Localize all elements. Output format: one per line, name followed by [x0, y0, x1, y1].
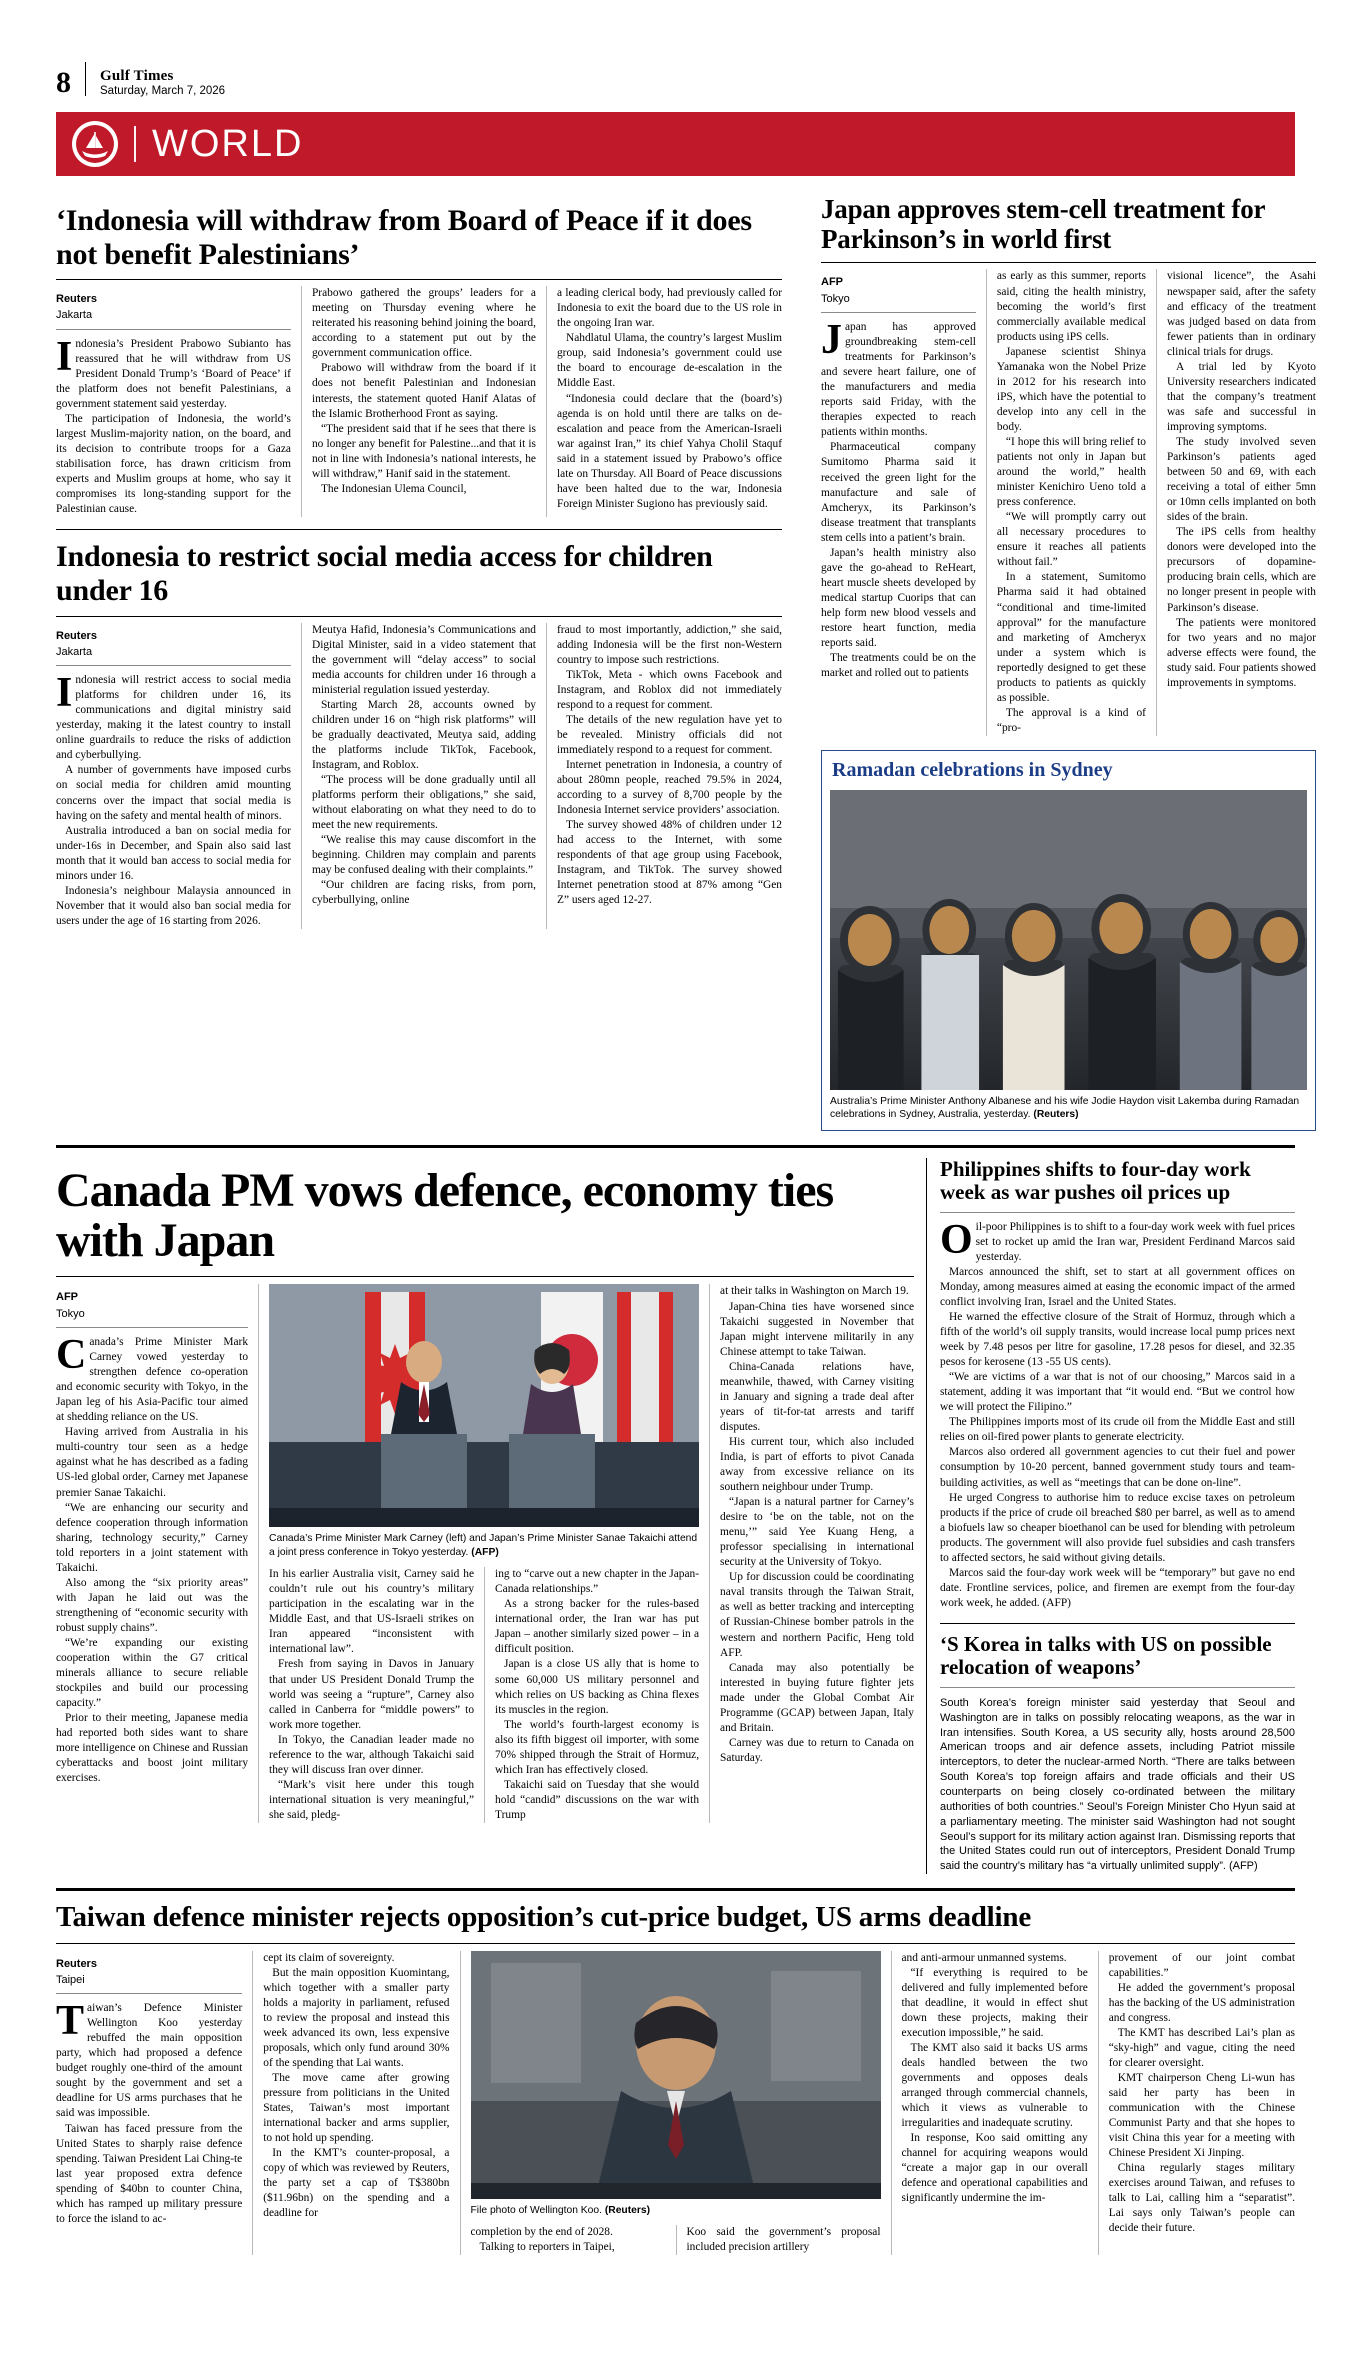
paragraph: The patients were monitored for two years and no major adverse effects were found, the study said. Four patients showed improvements in symptoms. — [1166, 616, 1316, 689]
paragraph: “If everything is required to be delivered and fully implemented before that deadline, it would in effect shut down these projects, making their execution impossible,” he said. — [901, 1966, 1088, 2039]
paragraph: In a statement, Sumitomo Pharma said it had obtained “conditional and time-limited approval” for the manufacture and marketing of Amcheryx under a system which is reportedly designed to get these products to patients as quickly as possible. — [996, 571, 1146, 704]
paragraph: Indonesia will restrict access to social media platforms for children under 16, its communications and digital ministry said yesterday, making it the latest country to install online guardrails to reduce the risks of addiction and cyberbullying. — [56, 670, 291, 762]
paragraph: a leading clerical body, had previously called for Indonesia to exit the board due to the US role in the ongoing Iran war. — [556, 287, 782, 330]
paragraph: “We will promptly carry out all necessary procedures to ensure it reaches all patients without fail.” — [996, 511, 1146, 569]
paragraph: The study involved seven Parkinson’s patients aged between 50 and 69, with each receiving a total of either 5mn or 10mn cells implanted on both sides of the brain. — [1166, 435, 1316, 524]
paragraph: As a strong backer for the rules-based international order, the Iran war has put Japan – another similarly sized power – in a difficult position. — [495, 1598, 700, 1656]
paragraph: ing to “carve out a new chapter in the Japan-Canada relationships.” — [495, 1568, 700, 1596]
photo-and-columns — [269, 1284, 699, 1823]
paragraph: Having arrived from Australia in his multi-country tour seen as a hedge against what he has described as a fading US-led global order, Carney met Japanese premier Sanae Takaichi. — [56, 1426, 249, 1499]
paragraph: The Indonesian Ulema Council, — [320, 482, 467, 495]
story-japan-stem-cell — [821, 194, 1316, 736]
headline: Canada PM vows defence, economy ties with Japan — [56, 1163, 834, 1268]
paragraph: Taiwan’s Defence Minister Wellington Koo yesterday rebuffed the main opposition party, which had proposed a defence budget roughly one-third of the amount sought by the government and set a deadline for US arms purchases that he said was impossible. — [56, 1998, 243, 2120]
paragraph: China regularly stages military exercises around Taiwan, and refuses to talk to Lai, calling him a “separatist”. Lai says only Taiwan’s people can decide their future. — [1108, 2162, 1295, 2235]
story-separator-rule — [56, 529, 782, 530]
headline-rule — [56, 1276, 914, 1277]
paragraph: The move came after growing pressure from politicians in the United States, Taiwan’s most important international backer and arms supplier, to not hold up spending. — [263, 2071, 450, 2145]
story-indonesia-social-media — [56, 540, 782, 929]
paragraph: The details of the new regulation have yet to be revealed. Ministry officials did not immediately respond to a request for comment. — [556, 713, 782, 756]
column-divider — [252, 1951, 253, 2255]
paragraph: provement of our joint combat capabilities.” — [1108, 1951, 1295, 1979]
column-divider — [676, 2225, 677, 2255]
section-banner — [56, 112, 1295, 176]
paragraph: Starting March 28, accounts owned by children under 16 on “high risk platforms” will be gradually deactivated, Meutya said, adding the platforms include TikTok, Facebook, Instagram, and Roblox. — [311, 698, 536, 771]
paragraph: Talking to reporters in Taipei, — [479, 2240, 615, 2253]
paragraph: Internet penetration in Indonesia, a country of about 280mn people, reached 79.5% in 2024, according to a survey of 8,700 people by the Indonesia Internet service providers’ association. — [556, 758, 782, 817]
paragraph: Pharmaceutical company Sumitomo Pharma said it received the green light for the manufacture and sale of Amcheryx, its Parkinson’s disease treatment that transplants stem cells into a patient’s brain. — [821, 441, 976, 544]
publication-date: Saturday, March 7, 2026 — [100, 84, 226, 97]
feature-caption — [830, 1095, 1307, 1122]
paragraph: as early as this summer, reports said, citing the health ministry, becoming the world’s first commercially available medical products using iPS cells. — [996, 270, 1146, 343]
column-divider — [1098, 1951, 1099, 2255]
paragraph: KMT chairperson Cheng Li-wun has said her party has been in communication with the Chinese Communist Party and that she hopes to visit China this year for a meeting with Chinese President Xi Jinping. — [1108, 2071, 1295, 2160]
paragraph: and anti-armour unmanned systems. — [901, 1951, 1067, 1964]
column-divider — [891, 1951, 892, 2255]
paragraph: Canada may also potentially be interested in buying future fighter jets made under the Global Combat Air Programme (GCAP) between Japan, Italy and Britain. — [720, 1661, 914, 1734]
story-taiwan-defence — [56, 1901, 1295, 2255]
agency: Reuters — [56, 293, 97, 306]
story-column — [263, 1951, 449, 2255]
region-divider — [926, 1158, 927, 1874]
paragraph: In his earlier Australia visit, Carney said he couldn’t rule out his country’s military participation in the escalating war in the Middle East, and that US-Israeli strikes on Iran appeared “inconsistent with international law”. — [269, 1568, 475, 1656]
paragraph: The KMT has described Lai’s plan as “sky-high” and vague, citing the need for clearer oversight. — [1108, 2026, 1295, 2069]
paragraph: completion by the end of 2028. — [470, 2225, 613, 2238]
paragraph: cept its claim of sovereignty. — [263, 1951, 395, 1964]
summary-text: South Korea’s foreign minister said yesterday that Seoul and Washington are in talks on possibly relocating weapons, as the war in Iran intensifies. South Korea, a US security ally, hosts around 28,500 American troops and air defence assets, including Patriot missile interceptors, to deter the nuclear-armed North. “There are talks between South Korea’s top foreign affairs and trade officials and their US counterparts on being closely co-ordinated between the military authorities of both countries.” Seoul’s Foreign Minister Cho Hyun said at a parliamentary meeting. The minister said Washington had not sought Seoul’s support for its military action against Iran. Dismissing reports that the United States could run out of interceptors, President Donald Trump said the country’s military has “a virtually unlimited supply”. (AFP) — [940, 1696, 1295, 1873]
paragraph: visional licence”, the Asahi newspaper said, after the safety and efficacy of the treatment was judged based on data from fewer patients than in ordinary clinical trials for drugs. — [1166, 270, 1316, 358]
paragraph: “We’re expanding our existing cooperation within the G7 critical minerals alliance to secure reliable stockpiles and build our processing capacity.” — [56, 1636, 249, 1710]
story-column — [56, 1951, 242, 2255]
headline: ‘Indonesia will withdraw from Board of Peace if it does not benefit Palestinians’ — [56, 204, 752, 271]
photo-caption — [471, 2204, 881, 2217]
column-divider — [709, 1284, 710, 1823]
paragraph: “Mark’s visit here under this tough international situation is very meaningful,” she said, pledg- — [269, 1778, 475, 1821]
story-column — [821, 269, 976, 735]
paragraph: Japan-China ties have worsened since Takaichi suggested in November that Japan might intervene militarily in any Chinese attempt to take Taiwan. — [720, 1300, 914, 1358]
feature-title: Ramadan celebrations in Sydney — [832, 758, 1113, 781]
paragraph: The treatments could be on the market and rolled out to patients — [821, 652, 976, 680]
paragraph: “The president said that if he sees that there is no longer any benefit for Palestine...and that it is not in line with Indonesia’s national interests, he will withdraw,” Hanif said in the statement. — [311, 422, 536, 480]
paragraph: Koo said the government’s proposal included precision artillery — [686, 2225, 881, 2253]
paragraph: Japan is a close US ally that is home to some 60,000 US military personnel and which relies on US backing as China flexes its muscles in the region. — [495, 1658, 700, 1716]
caption-text: File photo of Wellington Koo. — [470, 2204, 602, 2216]
paragraph: “The process will be done gradually until all platforms perform their obligations,” she said, without elaborating on what they need to do to meet the new requirements. — [311, 774, 536, 832]
headline: Japan approves stem-cell treatment for Parkinson’s in world first — [821, 194, 1265, 255]
headline: Taiwan defence minister rejects opposition’s cut-price budget, US arms deadline — [56, 1901, 1032, 1934]
feature-ramadan-sydney — [821, 750, 1316, 1131]
top-region — [56, 194, 1316, 1131]
paragraph: A number of governments have imposed curbs on social media for children amid mounting concerns over the impact that social media is having on the safety and mental health of minors. — [56, 764, 291, 822]
headline-rule — [940, 1687, 1295, 1688]
paragraph: Takaichi said on Tuesday that she would hold “candid” discussions on the war with Trump — [495, 1778, 700, 1821]
story-south-korea-weapons — [940, 1633, 1295, 1874]
paragraph: In Tokyo, the Canadian leader made no reference to the war, although Takaichi said they will discuss Iran over dinner. — [269, 1733, 475, 1776]
story-column — [557, 623, 782, 929]
column-divider — [460, 1951, 461, 2255]
page-number: 8 — [56, 66, 71, 99]
headline-rule — [821, 262, 1316, 263]
story-philippines — [940, 1158, 1295, 1611]
dateline-city: Jakarta — [56, 309, 93, 322]
paragraph: “I hope this will bring relief to patients not only in Japan but around the world,” health minister Kenichiro Ueno told a press conference. — [996, 435, 1146, 509]
headline: Indonesia to restrict social media access for children under 16 — [56, 540, 713, 607]
dateline-city: Taipei — [56, 1973, 85, 1986]
story-column — [557, 286, 782, 517]
agency: Reuters — [56, 1957, 97, 1970]
paragraph: Prabowo will withdraw from the board if it does not benefit Palestinian and Indonesian interests, the statement quoted Hanif Alatas of the Islamic Brotherhood Front as saying. — [311, 362, 536, 420]
paragraph: Japan has approved groundbreaking stem-cell treatments for Parkinson’s and severe heart failure, one of the manufacturers and media reports said Friday, with the therapies expected to reach patients within months. — [821, 317, 976, 439]
paragraph: Up for discussion could be coordinating naval transits through the Taiwan Strait, as well as better tracking and intercepting of Russian-Chinese bomber patrols in the western and northern Pacific, Heng told AFP. — [720, 1571, 914, 1659]
caption-text: Canada’s Prime Minister Mark Carney (left) and Japan’s Prime Minister Sanae Takaichi attend a joint press conference in Tokyo yesterday. — [269, 1533, 698, 1558]
paragraph: Marcos announced the shift, set to start at all government offices on Monday, among measures aimed at easing the economic impact of the armed conflict involving Iran, Israel and the United States. — [940, 1265, 1295, 1308]
story-column — [902, 1951, 1088, 2255]
photo-caption — [269, 1532, 699, 1559]
paragraph: “Japan is a natural partner for Carney’s desire to ‘be on the table, not on the menu,’” said Yee Kuang Heng, a professor specialising in international security at the University of Tokyo. — [720, 1496, 914, 1569]
dateline-city: Tokyo — [56, 1307, 85, 1320]
story-column — [687, 2225, 881, 2255]
story-column — [720, 1284, 914, 1823]
feature-photo — [830, 790, 1307, 1090]
story-column — [471, 2225, 666, 2255]
byline-rule — [56, 329, 291, 330]
column-divider — [258, 1284, 259, 1823]
column-divider — [484, 1567, 485, 1823]
paragraph: Marcos also ordered all government agencies to cut their fuel and power consumption by 10-20 percent, banned government study tours and team-building activities, as well as “meetings that can be done on-line”. — [940, 1446, 1295, 1489]
paragraph: Indonesia’s President Prabowo Subianto has reassured that he will withdraw from US President Donald Trump’s ‘Board of Peace’ if the platform does not benefit Palestinians, a government statement said yesterday. — [56, 333, 291, 410]
headline: Philippines shifts to four-day work week as war pushes oil prices up — [940, 1156, 1251, 1205]
caption-credit: (AFP) — [471, 1546, 499, 1558]
paragraph: TikTok, Meta - which owns Facebook and Instagram, and Roblox did not immediately respond to a request for comment. — [556, 668, 782, 711]
paragraph: Marcos said the four-day work week will be “temporary” but gave no end date. Frontline services, police, and firemen are exempt from the four-day work week, he added. (AFP) — [940, 1566, 1295, 1609]
folio-divider — [85, 62, 86, 96]
paragraph: In response, Koo said omitting any channel for acquiring weapons would “create a major gap in our overall defence and operational capabilities and significantly undermine the im- — [901, 2132, 1088, 2205]
story-column — [997, 269, 1146, 735]
banner-separator — [134, 126, 136, 162]
story-separator-rule — [940, 1623, 1295, 1624]
paragraph: Japanese scientist Shinya Yamanaka won the Nobel Prize in 2012 for his research into iPS, which have the potential to develop into any cell in the body. — [996, 345, 1146, 433]
paragraph: Also among the “six priority areas” with Japan he laid out was the strengthening of “economic security with robust supply chains”. — [56, 1576, 249, 1634]
paragraph: Taiwan has faced pressure from the United States to sharply raise defence spending. Taiwan President Lai Ching-te last year proposed extra defence spending of $40bn to counter China, which has ramped up military pressure to force the island to ac- — [56, 2122, 243, 2225]
story-column — [56, 286, 291, 517]
right-top-region — [821, 194, 1316, 1131]
story-column — [56, 1284, 248, 1823]
caption-credit: (Reuters) — [1033, 1109, 1079, 1121]
left-top-region — [56, 194, 782, 1131]
paragraph: Nahdlatul Ulama, the country’s largest Muslim group, said Indonesia’s government could use the board to encourage de-escalation in the Middle East. — [556, 332, 782, 390]
caption-text: Australia’s Prime Minister Anthony Albanese and his wife Jodie Haydon visit Lakemba during Ramadan celebrations in Sydney, Australia, yesterday. — [830, 1095, 1300, 1121]
headline-rule — [56, 279, 782, 280]
caption-credit: (Reuters) — [604, 2204, 651, 2216]
story-indonesia-board-of-peace — [56, 204, 782, 517]
paragraph: Carney was due to return to Canada on Saturday. — [720, 1736, 914, 1764]
paragraph: He warned the effective closure of the Strait of Hormuz, through which a fifth of the world’s oil supply transits, would increase local pump prices next week by 7.48 pesos per litre for gasoline, 17.28 pesos for diesel, and 32.35 pesos for kerosene (13 -55 US cents). — [940, 1310, 1295, 1369]
paragraph: “We are victims of a war that is not of our choosing,” Marcos said in a statement, adding it was important that “it would end. “But we control how we will protect the Filipino.” — [940, 1371, 1295, 1414]
paragraph: Australia introduced a ban on social media for under-16s in December, and Spain also said last month that it would ban access to social media for minors under 16. — [56, 824, 291, 882]
byline-rule — [56, 1993, 242, 1994]
masthead-logo-icon — [72, 121, 118, 167]
agency: AFP — [56, 1291, 78, 1304]
folio — [56, 0, 1295, 98]
publication-title: Gulf Times — [100, 67, 174, 84]
section-title: WORLD — [152, 122, 304, 165]
middle-region — [56, 1158, 1295, 1874]
dateline-city: Tokyo — [821, 292, 850, 305]
headline-rule — [940, 1212, 1295, 1213]
story-column — [1109, 1951, 1295, 2255]
paragraph: In the KMT’s counter-proposal, a copy of which was reviewed by Reuters, the party set a cap of T$380bn ($11.96bn) on the spending and a deadline for — [263, 2147, 450, 2220]
paragraph: He urged Congress to authorise him to reduce excise taxes on petroleum products if the price of crude oil breached $80 per barrel, as well as to amend a biofuels law so cheaper bioethanol can be used for blending with petroleum products. The government will also provide fuel subsidies and cash transfers to affected sectors, he said without giving details. — [940, 1491, 1295, 1564]
paragraph: “Our children are facing risks, from porn, cyberbullying, online — [311, 879, 536, 907]
column-divider — [986, 269, 987, 735]
paragraph: The iPS cells from healthy donors were developed into the precursors of dopamine-producing brain cells, which are no longer present in people with Parkinson’s disease. — [1166, 526, 1316, 614]
story-column — [56, 623, 291, 929]
paragraph: “We realise this may cause discomfort in the beginning. Children may complain and parents may be confused dealing with their complaints.” — [311, 834, 536, 877]
paragraph: His current tour, which also included India, is part of efforts to pivot Canada away from excessive reliance on its southern neighbour under Trump. — [720, 1435, 914, 1494]
agency: Reuters — [56, 629, 97, 642]
column-divider — [301, 286, 302, 517]
story-column — [1167, 269, 1316, 735]
paragraph: The survey showed 48% of children under 12 had access to the Internet, with some respondents of that age group using Facebook, Instagram, and TikTok. The survey showed Internet penetration stood at 87% among “Gen Z” users aged 12-27. — [556, 819, 782, 907]
paragraph: The KMT also said it backs US arms deals handled between the two governments and opposes deals arranged through commercial channels, which it views as vulnerable to irregularities and inadequate scrutiny. — [901, 2041, 1088, 2130]
paragraph: Indonesia’s neighbour Malaysia announced in November that it would also ban social media for users under the age of 16 starting from 2026. — [56, 884, 291, 927]
byline-rule — [821, 312, 976, 313]
headline: ‘S Korea in talks with US on possible relocation of weapons’ — [940, 1631, 1272, 1680]
headline-rule — [56, 616, 782, 617]
photo-and-columns — [471, 1951, 881, 2255]
paragraph: “Indonesia could declare that the (board’s) agenda is on hold until there are talks on de-escalation and peace from the American-Israeli war against Iran,” its chief Yahya Cholil Staquf said in a statement issued by Prabowo’s office late on Thursday. All Board of Peace discussions have been halted due to the war, Indonesia Foreign Minister Sugiono has previously said. — [556, 392, 782, 510]
story-column — [269, 1567, 474, 1823]
dateline-city: Jakarta — [56, 645, 93, 658]
paragraph: The participation of Indonesia, the world’s largest Muslim-majority nation, on the board, and its decision to contribute troops for a Gaza stabilisation force, has drawn criticism from experts and Muslim groups at home, who say it compromises its long-standing support for the Palestinian cause. — [56, 413, 291, 516]
story-photo — [269, 1284, 699, 1527]
column-divider — [546, 286, 547, 517]
byline-rule — [56, 665, 291, 666]
story-canada-japan — [56, 1158, 914, 1874]
paragraph: A trial led by Kyoto University researchers indicated that the company’s treatment was safe and successful in improving symptoms. — [1166, 360, 1316, 433]
paragraph: He added the government’s proposal has the backing of the US administration and congress. — [1108, 1981, 1295, 2024]
paragraph: But the main opposition Kuomintang, which together with a smaller party holds a majority in parliament, refused to review the proposal and instead this week advanced its own, less expensive proposals, which only fund around 30% of the spending that Lai wants. — [263, 1966, 450, 2069]
paragraph: China-Canada relations have, meanwhile, thawed, with Carney visiting in January and signing a trade deal after years of tit-for-tat arrests and tariff disputes. — [720, 1360, 914, 1433]
paragraph: Meutya Hafid, Indonesia’s Communications and Digital Minister, said in a video statement that the government will “delay access” to social media accounts for children under 16 through a ministerial regulation issued yesterday. — [311, 623, 536, 696]
paragraph: The world’s fourth-largest economy is also its fifth biggest oil importer, with some 70% shipped through the Strait of Hormuz, which Iran has effectively closed. — [495, 1718, 700, 1776]
paragraph: fraud to most importantly, addiction,” she said, adding Indonesia will be the first non-Western country to impose such restrictions. — [556, 623, 782, 666]
byline-rule — [56, 1327, 248, 1328]
story-photo — [471, 1951, 881, 2199]
headline-rule — [56, 1943, 1295, 1944]
right-rail — [940, 1158, 1295, 1874]
paragraph: at their talks in Washington on March 19. — [720, 1285, 909, 1298]
paragraph: Prior to their meeting, Japanese media had reported both sides want to share more intelligence on Chinese and Russian cyberattacks and boost joint military exercises. — [56, 1712, 249, 1785]
story-column — [312, 286, 536, 517]
paragraph: Fresh from saying in Davos in January that under US President Donald Trump the world was seeing a “rupture”, Carney also called in Canberra for “middle powers” to work more together. — [269, 1658, 475, 1731]
agency: AFP — [821, 276, 843, 289]
major-separator-rule — [56, 1888, 1295, 1891]
paragraph: “We are enhancing our security and defence cooperation through information sharing, technology security,” Carney told reporters in a joint statement with Takaichi. — [56, 1501, 249, 1574]
column-divider — [546, 623, 547, 929]
paragraph: The approval is a kind of “pro- — [996, 706, 1146, 734]
story-column — [495, 1567, 699, 1823]
paragraph: The Philippines imports most of its crude oil from the Middle East and still relies on oil-fired power plants to generate electricity. — [940, 1416, 1295, 1444]
paragraph: Japan’s health ministry also gave the go-ahead to ReHeart, heart muscle sheets developed by medical startup Cuorips that can help form new blood vessels and restore heart function, media reports said. — [821, 546, 976, 650]
story-column — [312, 623, 536, 929]
major-separator-rule — [56, 1145, 1295, 1148]
column-divider — [301, 623, 302, 929]
column-divider — [1156, 269, 1157, 735]
paragraph: Oil-poor Philippines is to shift to a four-day work week with fuel prices set to rocket up amid the Iran war, President Ferdinand Marcos said yesterday. — [940, 1216, 1295, 1263]
paragraph: Canada’s Prime Minister Mark Carney vowed yesterday to strengthen defence co-operation and economic security with Tokyo, in the Japan leg of his Asia-Pacific tour aimed at shedding reliance on the US. — [56, 1332, 249, 1424]
paragraph: Prabowo gathered the groups’ leaders for a meeting on Thursday evening where he reiterated his reasoning behind joining the board, according to a statement put out by the government communication office. — [311, 287, 536, 360]
